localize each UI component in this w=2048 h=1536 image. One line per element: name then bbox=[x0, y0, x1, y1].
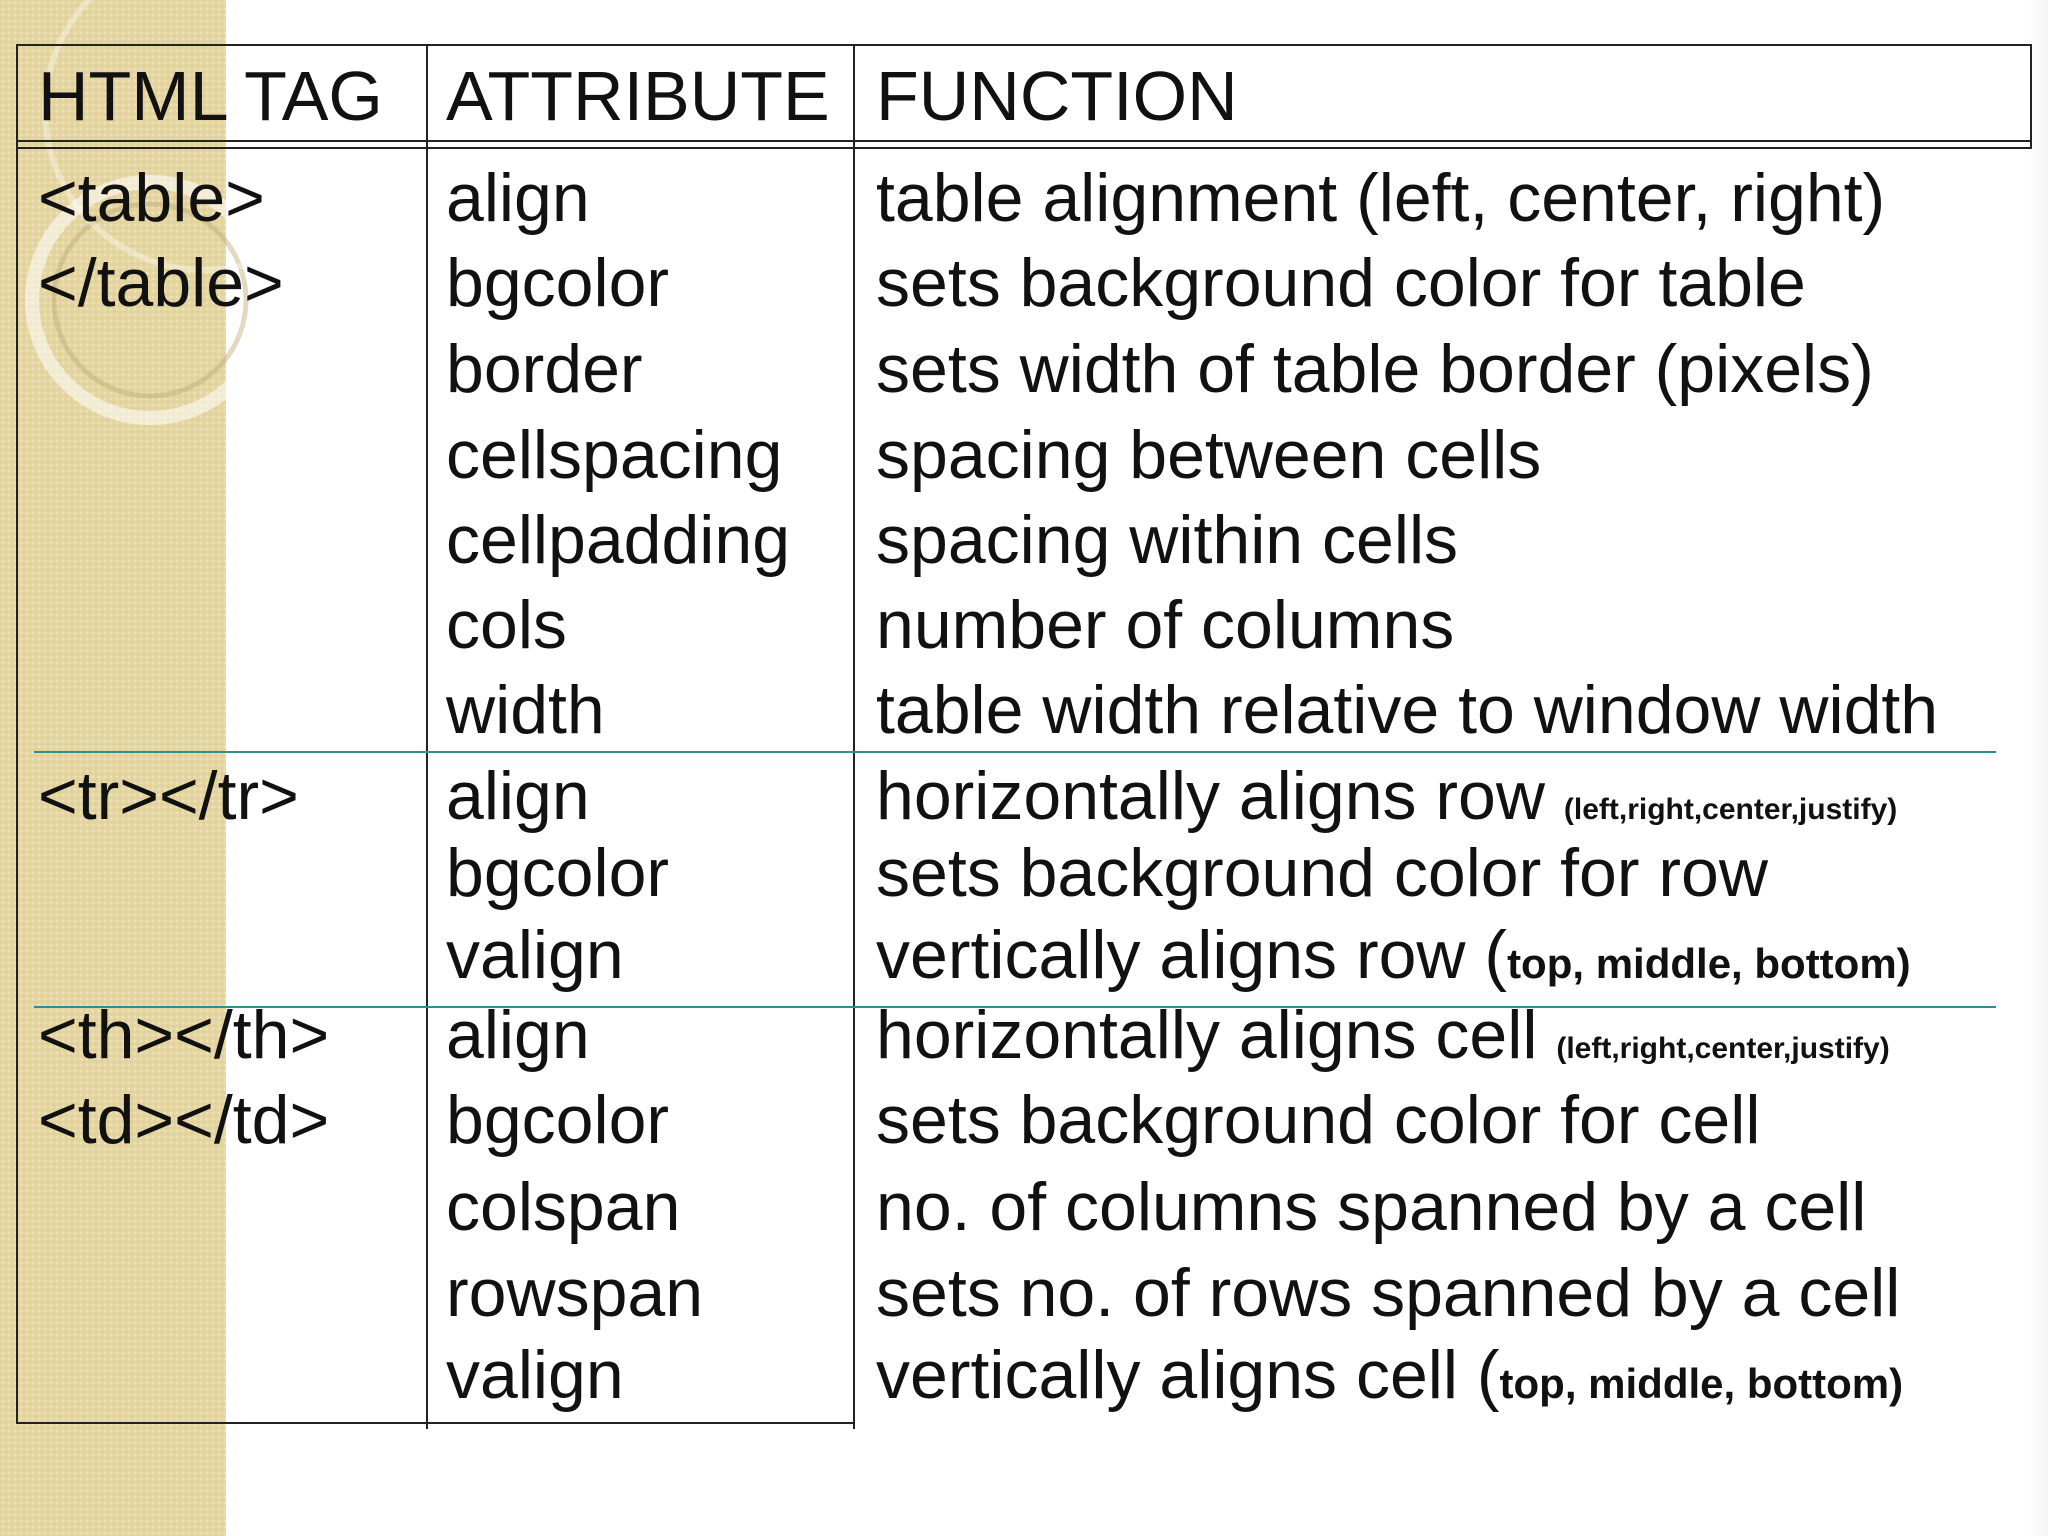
attribute-cell: bgcolor bbox=[446, 245, 670, 321]
row-group-separator-1 bbox=[34, 751, 1996, 753]
attribute-cell: rowspan bbox=[446, 1255, 704, 1331]
attribute-cell: cellspacing bbox=[446, 417, 783, 493]
function-text: horizontally aligns cell bbox=[876, 997, 1557, 1073]
attribute-cell: valign bbox=[446, 917, 624, 993]
attribute-cell: align bbox=[446, 758, 590, 834]
function-cell bbox=[876, 995, 1890, 1089]
function-note: top, middle, bottom) bbox=[1507, 940, 1911, 987]
function-text: horizontally aligns row bbox=[876, 758, 1564, 834]
tag-cell: <th></th> bbox=[38, 997, 330, 1073]
header-html-tag: HTML TAG bbox=[38, 57, 383, 135]
function-text: vertically aligns cell ( bbox=[876, 1337, 1500, 1413]
function-cell: sets background color for row bbox=[876, 835, 1768, 911]
table-border-right-header bbox=[2030, 44, 2032, 148]
function-note: (left,right,center,justify) bbox=[1563, 793, 1898, 826]
function-cell: table width relative to window width bbox=[876, 672, 1939, 748]
function-cell: sets width of table border (pixels) bbox=[876, 331, 1874, 407]
function-cell: no. of columns spanned by a cell bbox=[876, 1169, 1867, 1245]
attribute-cell: colspan bbox=[446, 1169, 681, 1245]
function-cell: number of columns bbox=[876, 587, 1455, 663]
header-bottom-rule bbox=[16, 140, 2032, 142]
attribute-cell: cellpadding bbox=[446, 502, 791, 578]
function-cell: sets no. of rows spanned by a cell bbox=[876, 1255, 1901, 1331]
function-cell bbox=[876, 1335, 1903, 1424]
table-border-top bbox=[16, 44, 2032, 46]
attribute-cell: width bbox=[446, 672, 605, 748]
attribute-cell: cols bbox=[446, 587, 567, 663]
attribute-cell: valign bbox=[446, 1337, 624, 1413]
function-cell: sets background color for table bbox=[876, 245, 1806, 321]
attribute-cell: bgcolor bbox=[446, 835, 670, 911]
attribute-cell: align bbox=[446, 160, 590, 236]
function-note: top, middle, bottom) bbox=[1499, 1360, 1904, 1407]
tag-cell: <table> bbox=[38, 160, 265, 236]
function-cell: spacing between cells bbox=[876, 417, 1542, 493]
attribute-cell: align bbox=[446, 997, 590, 1073]
function-text: vertically aligns row ( bbox=[876, 917, 1508, 993]
function-cell: sets background color for cell bbox=[876, 1082, 1761, 1158]
tag-cell: <tr></tr> bbox=[38, 758, 299, 834]
table-border-bottom bbox=[16, 1422, 854, 1424]
function-cell bbox=[876, 915, 1911, 1004]
tag-cell: </table> bbox=[38, 245, 284, 321]
column-divider-2 bbox=[853, 44, 855, 1429]
table-border-left bbox=[16, 44, 18, 1424]
attribute-cell: border bbox=[446, 331, 643, 407]
function-cell: table alignment (left, center, right) bbox=[876, 160, 1886, 236]
function-cell: spacing within cells bbox=[876, 502, 1459, 578]
tag-cell: <td></td> bbox=[38, 1082, 330, 1158]
header-function: FUNCTION bbox=[876, 57, 1238, 135]
column-divider-1 bbox=[426, 44, 428, 1429]
function-note: (left,right,center,justify) bbox=[1556, 1032, 1890, 1065]
attribute-cell: bgcolor bbox=[446, 1082, 670, 1158]
header-bottom-rule-second bbox=[16, 147, 2032, 149]
decorative-right-edge bbox=[2028, 0, 2048, 1536]
header-attribute: ATTRIBUTE bbox=[446, 57, 830, 135]
